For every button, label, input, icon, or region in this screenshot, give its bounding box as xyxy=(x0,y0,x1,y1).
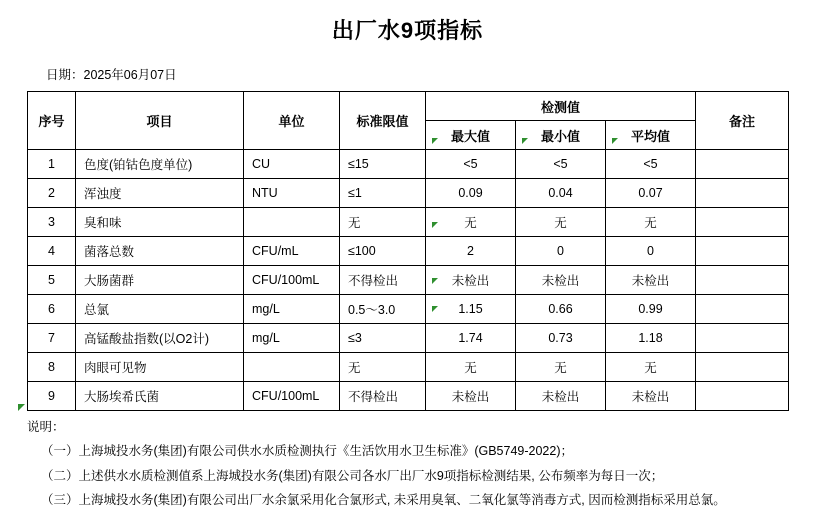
comment-marker-icon xyxy=(18,404,25,411)
table-row xyxy=(28,150,789,179)
cell-min: 0.66 xyxy=(516,295,606,324)
header-measured: 检测值 xyxy=(426,92,696,121)
cell-limit: ≤1 xyxy=(340,179,426,208)
cell-limit: 不得检出 xyxy=(340,266,426,295)
cell-limit: 无 xyxy=(340,208,426,237)
table-row xyxy=(28,208,789,237)
cell-max: 0.09 xyxy=(426,179,516,208)
cell-unit xyxy=(244,208,340,237)
cell-item: 肉眼可见物 xyxy=(76,353,244,382)
header-item: 项目 xyxy=(76,92,244,150)
cell-max: 无 xyxy=(426,208,516,237)
cell-min: <5 xyxy=(516,150,606,179)
cell-unit: CU xyxy=(244,150,340,179)
cell-min: 0 xyxy=(516,237,606,266)
header-max: 最大值 xyxy=(426,121,516,150)
cell-limit: ≤100 xyxy=(340,237,426,266)
cell-no: 5 xyxy=(28,266,76,295)
cell-max: 2 xyxy=(426,237,516,266)
cell-avg: 未检出 xyxy=(606,266,696,295)
cell-max: <5 xyxy=(426,150,516,179)
cell-max: 1.74 xyxy=(426,324,516,353)
note-line: （二）上述供水水质检测值系上海城投水务(集团)有限公司各水厂出厂水9项指标检测结果, 公布频率为每日一次； xyxy=(41,468,664,483)
note-line: （一）上海城投水务(集团)有限公司供水水质检测执行《生活饮用水卫生标准》(GB5749-2022)； xyxy=(41,444,573,459)
cell-unit: CFU/100mL xyxy=(244,266,340,295)
table-row xyxy=(28,237,789,266)
header-no: 序号 xyxy=(28,92,76,150)
cell-remark xyxy=(696,324,789,353)
cell-limit: 不得检出 xyxy=(340,382,426,411)
cell-no: 9 xyxy=(28,382,76,411)
cell-no: 4 xyxy=(28,237,76,266)
table-row xyxy=(28,353,789,382)
cell-avg: 1.18 xyxy=(606,324,696,353)
cell-unit: CFU/mL xyxy=(244,237,340,266)
table-row xyxy=(28,382,789,411)
cell-no: 2 xyxy=(28,179,76,208)
cell-min: 0.04 xyxy=(516,179,606,208)
cell-item: 菌落总数 xyxy=(76,237,244,266)
cell-remark xyxy=(696,353,789,382)
cell-min: 0.73 xyxy=(516,324,606,353)
cell-min: 无 xyxy=(516,208,606,237)
cell-avg: 0.07 xyxy=(606,179,696,208)
cell-no: 6 xyxy=(28,295,76,324)
cell-limit: ≤15 xyxy=(340,150,426,179)
header-unit: 单位 xyxy=(244,92,340,150)
note-line: （三）上海城投水务(集团)有限公司出厂水余氯采用化合氯形式, 未采用臭氧、二氧化氯等消毒方式, 因而检测指标采用总氯。 xyxy=(41,493,726,508)
cell-remark xyxy=(696,266,789,295)
table-row xyxy=(28,295,789,324)
cell-remark xyxy=(696,382,789,411)
notes-heading: 说明： xyxy=(27,420,65,434)
cell-item: 大肠菌群 xyxy=(76,266,244,295)
cell-unit: mg/L xyxy=(244,324,340,353)
cell-remark xyxy=(696,237,789,266)
cell-min: 未检出 xyxy=(516,266,606,295)
cell-unit: mg/L xyxy=(244,295,340,324)
cell-remark xyxy=(696,295,789,324)
header-avg: 平均值 xyxy=(606,121,696,150)
table-header-row-primary xyxy=(28,92,789,121)
cell-unit xyxy=(244,353,340,382)
cell-max: 未检出 xyxy=(426,382,516,411)
cell-max: 1.15 xyxy=(426,295,516,324)
cell-avg: 无 xyxy=(606,208,696,237)
cell-item: 臭和味 xyxy=(76,208,244,237)
table-row xyxy=(28,179,789,208)
cell-unit: CFU/100mL xyxy=(244,382,340,411)
cell-item: 浑浊度 xyxy=(76,179,244,208)
cell-limit: ≤3 xyxy=(340,324,426,353)
cell-min: 未检出 xyxy=(516,382,606,411)
notes-section xyxy=(0,415,815,513)
cell-min: 无 xyxy=(516,353,606,382)
cell-no: 3 xyxy=(28,208,76,237)
cell-no: 7 xyxy=(28,324,76,353)
page-title: 出厂水9项指标 xyxy=(331,18,484,43)
cell-item: 大肠埃希氏菌 xyxy=(76,382,244,411)
cell-avg: 0 xyxy=(606,237,696,266)
table-row xyxy=(28,266,789,295)
cell-no: 8 xyxy=(28,353,76,382)
cell-avg: 无 xyxy=(606,353,696,382)
cell-limit: 无 xyxy=(340,353,426,382)
water-quality-table xyxy=(27,91,789,411)
cell-remark xyxy=(696,150,789,179)
cell-avg: 0.99 xyxy=(606,295,696,324)
cell-unit: NTU xyxy=(244,179,340,208)
cell-item: 总氯 xyxy=(76,295,244,324)
header-remark: 备注 xyxy=(696,92,789,150)
header-limit: 标准限值 xyxy=(340,92,426,150)
header-min: 最小值 xyxy=(516,121,606,150)
cell-max: 未检出 xyxy=(426,266,516,295)
cell-max: 无 xyxy=(426,353,516,382)
cell-remark xyxy=(696,179,789,208)
cell-no: 1 xyxy=(28,150,76,179)
cell-item: 高锰酸盐指数(以O2计) xyxy=(76,324,244,353)
cell-avg: <5 xyxy=(606,150,696,179)
cell-remark xyxy=(696,208,789,237)
table-row xyxy=(28,324,789,353)
report-date: 日期：2025年06月07日 xyxy=(46,68,177,82)
cell-avg: 未检出 xyxy=(606,382,696,411)
cell-item: 色度(铂钴色度单位) xyxy=(76,150,244,179)
cell-limit: 0.5～3.0 xyxy=(340,295,426,324)
